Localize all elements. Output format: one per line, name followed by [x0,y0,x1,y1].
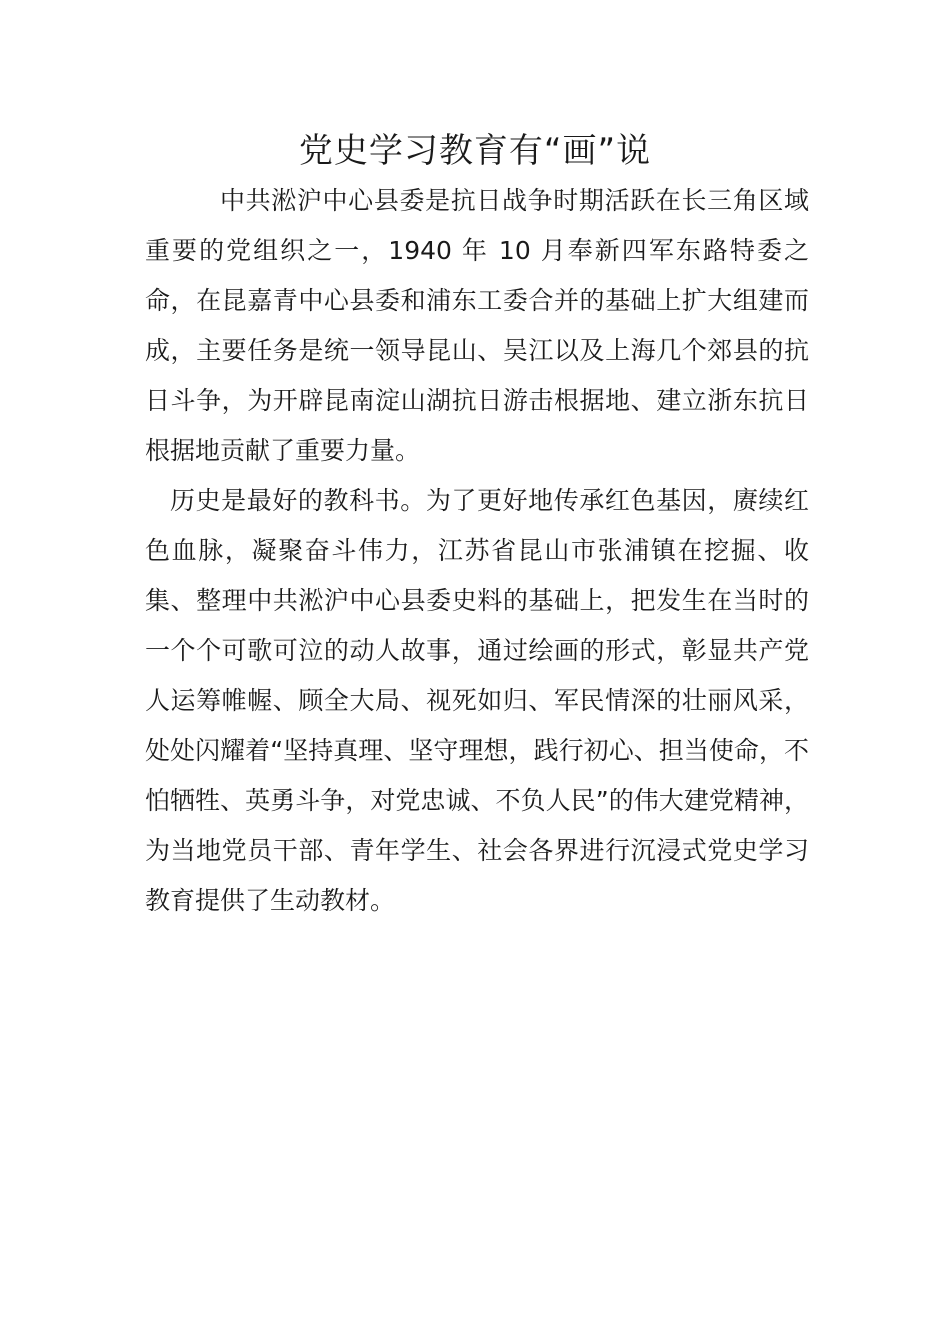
document-title: 党史学习教育有“画”说 [298,131,652,171]
paragraph-1: 中共淞沪中心县委是抗日战争时期活跃在长三角区域重要的党组织之一，1940 年 10 月奉新四军东路特委之命，在昆嘉青中心县委和浦东工委合并的基础上扩大组建而成，主要任务是统一领导昆山、吴江以及上海几个郊县的抗日斗争，为开辟昆南淀山湖抗日游击根据地、建立浙东抗日根据地贡献了重要力量。 [145,186,809,465]
paragraph-2: 历史是最好的教科书。为了更好地传承红色基因，赓续红色血脉，凝聚奋斗伟力，江苏省昆山市张浦镇在挖掘、收集、整理中共淞沪中心县委史料的基础上，把发生在当时的一个个可歌可泣的动人故事，通过绘画的形式，彰显共产党人运筹帷幄、顾全大局、视死如归、军民情深的壮丽风采，处处闪耀着“坚持真理、坚守理想，践行初心、担当使命，不怕牺牲、英勇斗争，对党忠诚、不负人民”的伟大建党精神，为当地党员干部、青年学生、社会各界进行沉浸式党史学习教育提供了生动教材。 [145,486,809,915]
